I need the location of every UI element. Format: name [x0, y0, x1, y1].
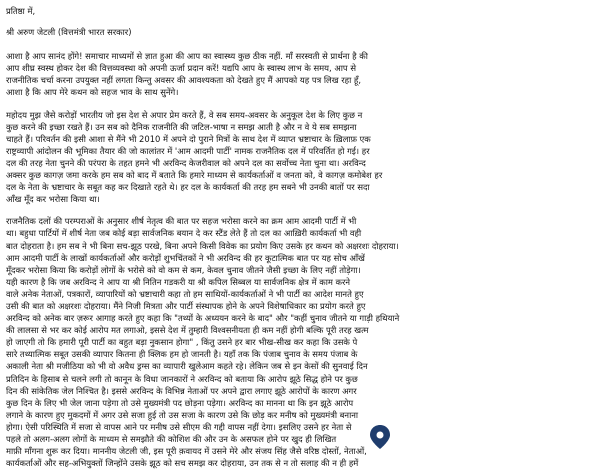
location-pin-icon[interactable] — [368, 424, 392, 450]
text-line: पहले तो अलग-अलग लोगों के माध्यम से समझौते की कोशिश की और उन के असफल होने पर खुद ही लिखित — [6, 434, 337, 444]
text-line: दल की तरह नेता चुनने की परंपरा के तहत हमने भी अरविन्द केजरीवाल को अपने दल का सर्वोच्च नेता चुना था। अरविन्द — [6, 157, 366, 168]
paragraph-1 — [6, 50, 592, 98]
text-line: वाले अनेक नेताओं, पत्रकारों, व्यापारियों को भ्रष्टाचारी कहा तो हम साथियों-कार्यकर्ताओं ने भी पार्टी का आदेश मानते हुए — [6, 288, 364, 299]
text-line: माफ़ी माँगना शुरू कर दिया। माननीय जेटली जी, इस पूरी क़वायद में उसने मेरे और संजय सिंह जैसे वरिष्ठ दोस्तों, नेताओं, — [6, 446, 367, 457]
text-line: बात दोहराता है। हम सब ने भी बिना सच-झूठ परखे, बिना अपने किसी विवेक का प्रयोग किए उसके हर कथन को अक्षरशः दोहराया। — [6, 240, 399, 251]
text-line: चाहते हैं। परिवर्तन की इसी आशा से मैंने भी 2010 में अपने दो पुराने मित्रों के साथ देश में व्याप्त भ्रष्टाचार के ख़िलाफ़ एक — [6, 133, 371, 144]
text-line: कार्यकर्ताओं और सह-अभियुक्तों जिन्होंने उसके झूठ को सच समझ कर दोहराया, उन तक से न तो सलाह की न ही हमें — [6, 458, 359, 469]
paragraph-3 — [6, 215, 592, 469]
text-line: यही कारण है कि जब अरविन्द ने आप या श्री नितिन गडकरी या श्री कपिल सिब्बल या सार्वजनिक क्षेत्र में काम करने — [6, 276, 351, 287]
recipient: श्री अरुण जेटली (वित्तमंत्री भारत सरकार) — [6, 27, 132, 38]
text-line: राष्ट्रव्यापी आंदोलन की भूमिका तैयार की जो कालांतर में 'आम आदमी पार्टी' नामक राजनैतिक दल में परिवर्तित हो गई। हर — [6, 145, 370, 156]
text-line: अरविन्द को अनेक बार ज़रूर आगाह करते हुए कहा कि "तथ्यों के अध्ययन करने के बाद" और "कहीं चुनाव जीतने या गाड़ी हथियाने — [6, 313, 400, 324]
text-line: अक्सर कुछ कागज़ जमा करके हम सब को बाद में बताते कि हमारे माध्यम से कार्यकर्ताओं व जनता को, वे कागज़ कमोबेश हर — [6, 170, 383, 181]
paragraph-2 — [6, 109, 592, 206]
text-line: हो जाएगी तो कि हमारी पूरी पार्टी का बहुत बड़ा नुकसान होगा" , किंतु उसने हर बार भीख-सीख कर कहा कि उसके पे — [6, 337, 358, 348]
text-line: होगा। ऐसी परिस्थिति में सजा से वापस आने पर मनीष उसे सीएम की गद्दी वापस नहीं देगा। इसलिए उसने हर नेता से — [6, 421, 352, 432]
text-line: आँख मूँद कर भरोसा किया था। — [6, 194, 100, 205]
text-line: अकाली नेता श्री मजीठिया को भी वो अवैध ड्रग्स का व्यापारी खुलेआम कहते रहे। लेकिन जब से इन केसों की सुनवाई दिन — [6, 361, 368, 372]
text-line: दिन की सांकेतिक जेल निश्चित है। इससे अरविन्द के विभिन्न नेताओं पर अपने द्वारा लगाए झूठे आरोपों के कारण अगर — [6, 385, 357, 396]
text-line: मूँदकर भरोसा किया कि करोड़ों लोगों के भरोसे को वो कम से कम, केवल चुनाव जीतने जैसी इच्छा के लिए नहीं तोड़ेगा। — [6, 264, 361, 275]
text-line: आप शीघ्र स्वस्थ होकर देश की वित्तव्यवस्था को अपनी ऊर्जा प्रदान करें! यद्यपि आप के स्वास्थ लाभ के समय, आप से — [6, 63, 356, 74]
salutation: प्रतिष्ठा में, — [6, 6, 36, 16]
text-line: आशा है आप सानंद होंगे! समाचार माध्यमों से ज्ञात हुआ की आप का स्वास्थ्य कुछ ठीक नहीं. माँ सरस्वती से प्रार्थना है की — [6, 51, 368, 62]
text-line: राजनीतिक चर्चा करना उपयुक्त नहीं लगता किन्तु अवसर की आवश्यकता को देखते हुए मैं आपको यह पत्र लिख रहा हूँ, — [6, 75, 362, 86]
text-line: आम आदमी पार्टी के लाखों कार्यकर्ताओं और करोड़ों शुभचिंतकों ने भी अरविन्द की हर कूटात्मिक बात पर यह सोच आँखें — [6, 252, 365, 263]
text-line: कुछ दिन के लिए भी जेल जाना पड़ेगा तो उसे मुख्यमंत्री पद छोड़ना पड़ेगा। अरविन्द का मानना था कि इन झूठे आरोप — [6, 397, 354, 408]
location-pin-dot — [377, 432, 384, 439]
text-line: प्रतिदिन के हिसाब से चलने लगी तो कानून के विधा जानकारों ने अरविन्द को बताया कि आरोप झूठे सिद्ध होने पर कुछ — [6, 373, 358, 384]
text-line: लगाने के कारण हुए मुकदमों में अगर उसे सजा हुई तो उस सजा के कारण उसे कि छोड़ कर मनीष को मुख्यमंत्री बनाना — [6, 409, 359, 420]
text-line: सारे तथ्यात्मिक सबूत उसकी व्यापार कितना ही क्लिक हम हो जानती है। यहाँ तक कि पंजाब चुनाव के समय पंजाब के — [6, 349, 358, 360]
text-line: राजनैतिक दलों की परम्पराओं के अनुसार शीर्ष नेतृत्व की बात पर सहज भरोसा करने का क्रम आम आदमी पार्टी में भी — [6, 216, 357, 227]
text-line: उसी की बात को अक्षरशः दोहराया। मैंने निजी मित्रता और पार्टी संस्थापक होने के अपने विशेषाधिकार का प्रयोग करते हुए — [6, 300, 366, 311]
text-line: आशा है कि आप मेरे कथन को सहज भाव के साथ सुनेंगे। — [6, 87, 179, 98]
text-line: महोदय मुझ जैसे करोड़ों भारतीय जो इस देश से अपार प्रेम करते हैं, वे सब समय-अवसर के अनुकूल देश के लिए कुछ न — [6, 109, 363, 120]
text-line: कुछ करने की इच्छा रखते हैं। उन सब को दैनिक राजनीति की जटिल-भाषा न समझ आती है और न वे ये सब समझना — [6, 121, 357, 132]
text-line: था। बहुधा पार्टियों में शीर्ष नेता जब कोई बड़ा सार्वजनिक बयान दे कर स्टैंड लेते हैं तो दल का आख़िरी कार्यकर्ता भी वही — [6, 228, 362, 239]
text-line: दल के नेता के भ्रष्टाचार के सबूत कह कर दिखाते रहते थे। हर दल के कार्यकर्ता की तरह हम सबने भी उनकी बातों पर सदा — [6, 182, 370, 193]
text-line: की लालसा से भर कर कोई आरोप मत लगाओ, इससे देश में तुम्हारी विश्वसनीयता ही कम नहीं होगी बल्कि पूरी तरह खत्म — [6, 325, 369, 336]
